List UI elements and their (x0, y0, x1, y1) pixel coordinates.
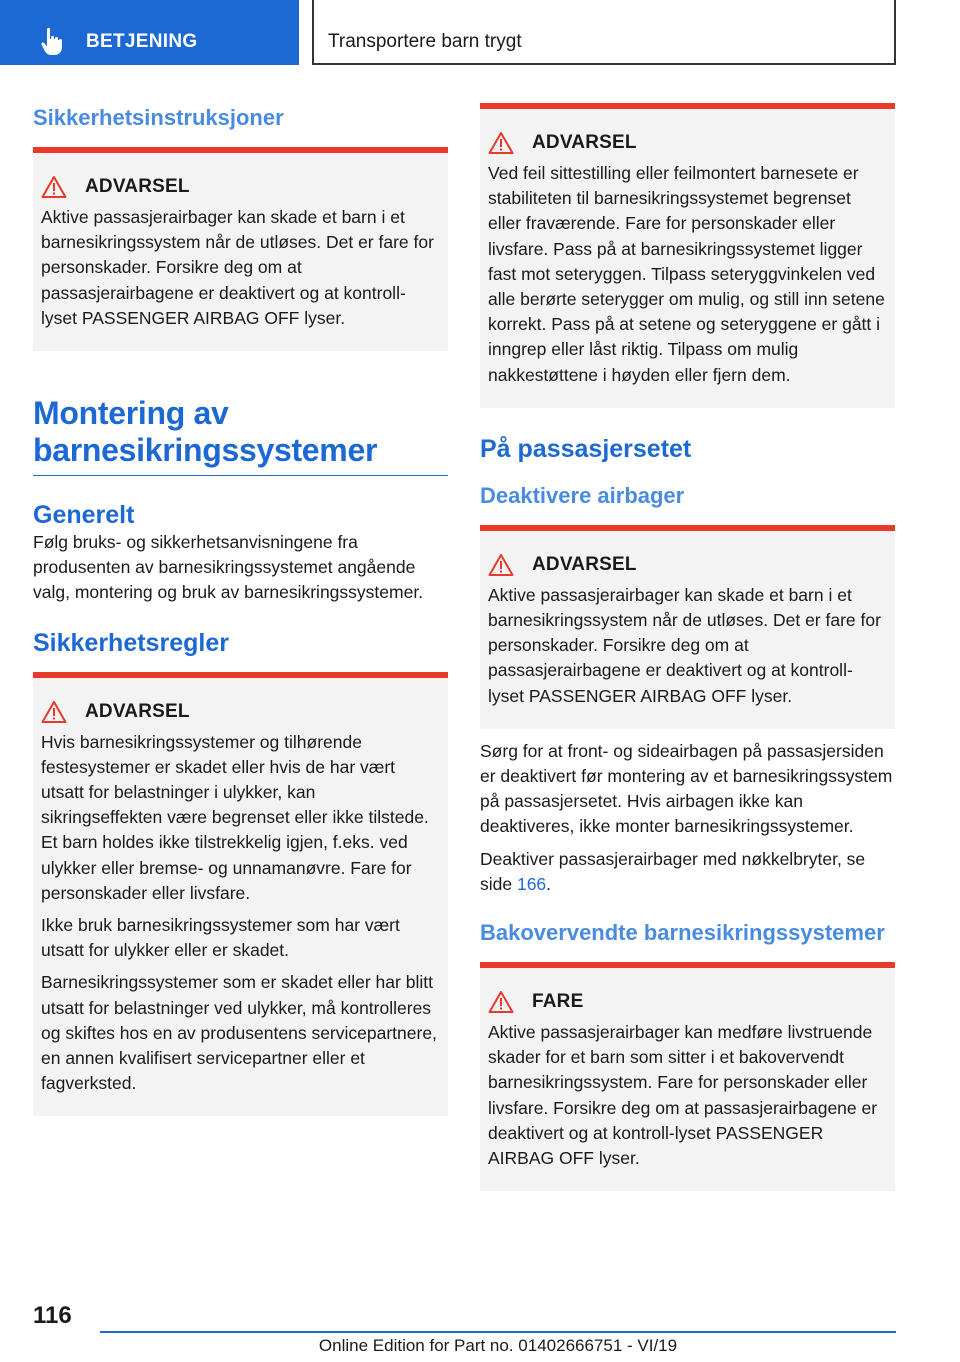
warning-text: Barnesikringssystemer som er skadet eller har blitt utsatt for belastninger ved ulykker, må kontrolleres og skiftes hos en av produsentens servicepartnere, en annen kvalifisert servicepartner eller et fagverksted. (41, 972, 437, 1094)
heading-mounting: Montering av barnesikringssystemer (33, 395, 378, 469)
page-number: 116 (33, 1302, 72, 1329)
key-switch-text-start: Deaktiver passasjerairbager med nøkkelbryter, se side (480, 848, 866, 894)
warning-text: Ikke bruk barnesikringssystemer som har vært utsatt for ulykker eller er skadet. (41, 915, 400, 961)
danger-text: Aktive passasjerairbager kan medføre livstruende skader for et barn som sitter i et bakovervendt barnesikringssystem. Fare for personskader eller livsfare. Forsikre deg om at passasjerairbagene er deaktivert og at kontroll-lyset PASSENGER AIRBAG OFF lyser. (488, 1022, 878, 1169)
footer-rule (100, 1331, 896, 1333)
danger-box (480, 962, 895, 1191)
heading-deactivate-airbags: Deaktivere airbager (480, 482, 685, 508)
airbag-text: Sørg for at front- og sideairbagen på passasjersiden er deaktivert før montering av et barnesikringssystem på passasjersetet. Hvis airbagen ikke kan deaktiveres, ikke monter barnesikringssystemer. (480, 740, 893, 837)
right-column (480, 103, 895, 1191)
warning-text: Hvis barnesikringssystemer og tilhørende festesystemer er skadet eller hvis de har vært utsatt for belastninger i ulykker, kan sikringseffekten være begrenset eller ikke tilstede. Et barn holdes ikke tilstrekkelig igjen, f.eks. ved ulykker eller bremse- og unnamanøvre. Fare for personskader eller livsfare. (41, 731, 429, 903)
key-switch-text (480, 847, 895, 897)
warning-box (33, 672, 448, 1117)
section-label: BETJENING (86, 31, 198, 52)
warning-title: ADVARSEL (532, 553, 637, 575)
edition-text: Online Edition for Part no. 01402666751 - VI/19 (318, 1336, 678, 1355)
danger-title: FARE (532, 991, 584, 1013)
warning-triangle-icon (488, 131, 514, 155)
warning-triangle-icon (488, 553, 514, 577)
key-switch-text-end: . (546, 873, 552, 894)
warning-text: Aktive passasjerairbager kan skade et barn i et barnesikringssystem når de utløses. Det er fare for personskader. Forsikre deg om at passasjerairbagene er deaktivert og at kontroll-lyset PASSENGER AIRBAG OFF lyser. (41, 207, 434, 328)
warning-box (480, 525, 895, 729)
chapter-header (312, 0, 896, 65)
general-text: Følg bruks- og sikkerhetsanvisningene fra produsenten av barnesikringssystemet angående valg, montering og bruk av barnesikringssystemer. (33, 532, 424, 603)
warning-title: ADVARSEL (85, 700, 190, 722)
warning-triangle-icon (41, 700, 67, 724)
page-reference-link[interactable]: 166 (516, 873, 547, 894)
heading-safety-instructions: Sikkerhetsinstruksjoner (33, 105, 284, 130)
warning-box (33, 147, 448, 351)
chapter-title: Transportere barn trygt (328, 31, 522, 52)
heading-safety-rules: Sikkerhetsregler (33, 628, 229, 657)
warning-title: ADVARSEL (85, 176, 190, 197)
heading-passenger-seat: På passasjersetet (480, 434, 692, 463)
section-tab (0, 0, 299, 65)
warning-triangle-icon (41, 175, 67, 199)
warning-title: ADVARSEL (532, 132, 637, 153)
heading-rear-facing: Bakovervendte barnesikringssystemer (480, 920, 885, 946)
heading-general: Generelt (33, 501, 135, 530)
warning-text: Aktive passasjerairbager kan skade et barn i et barnesikringssystem når de utløses. Det er fare for personskader. Forsikre deg om at passasjerairbagene er deaktivert og at kontroll-lyset PASSENGER AIRBAG OFF lyser. (488, 584, 881, 706)
heading-mounting-wrap (33, 395, 448, 476)
left-column (33, 104, 448, 1116)
warning-triangle-icon (488, 990, 514, 1014)
warning-text: Ved feil sittestilling eller feilmontert barnesete er stabiliteten til barnesikringssystemet begrenset eller fraværende. Fare for personskader eller livsfare. Pass på at barnesikringssystemet ligger fast mot seteryggen. Tilpass seteryggvinkelen ved alle berørte seterygger om mulig, og still inn setene korrekt. Pass på at setene og seteryggene er gått i inngrep eller låst riktig. Tilpass om mulig nakkestøttene i høyden eller fjern dem. (488, 163, 885, 385)
warning-box (480, 103, 895, 408)
hand-pointer-icon (38, 26, 68, 56)
